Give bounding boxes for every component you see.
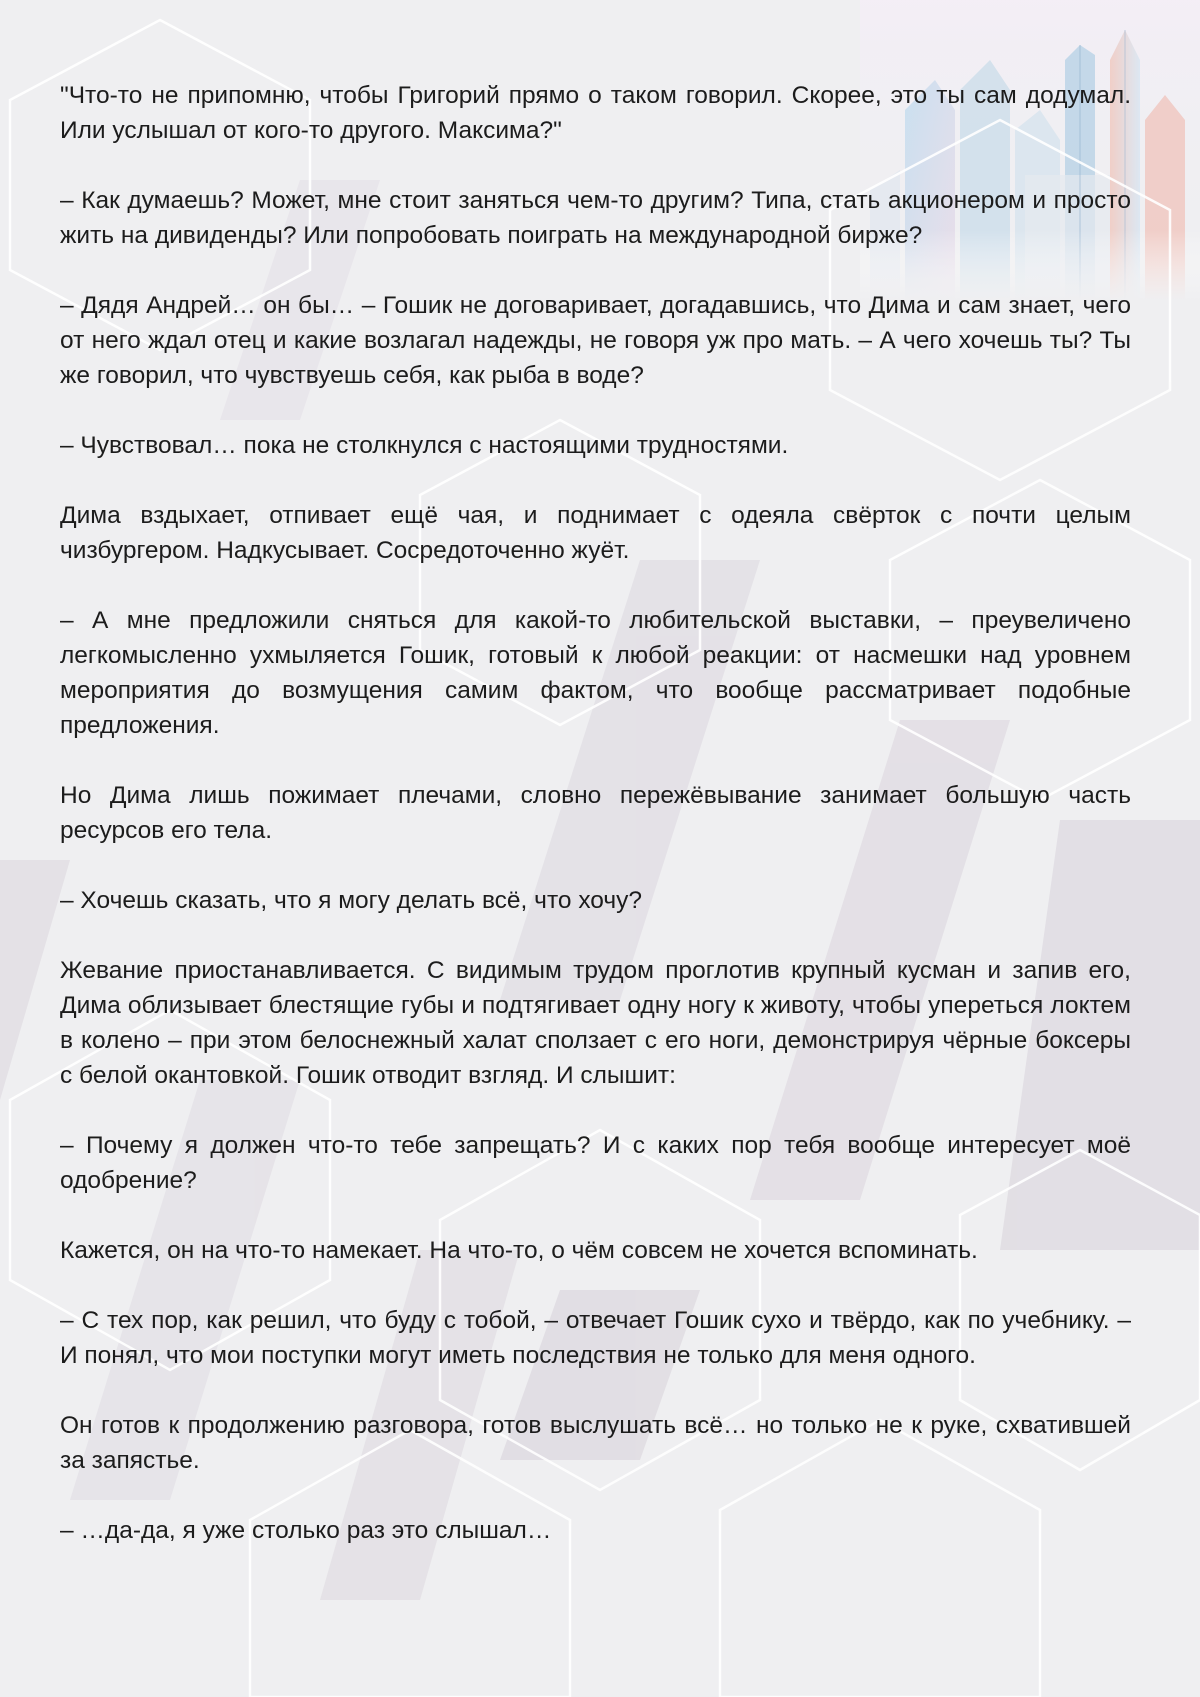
paragraph: Он готов к продолжению разговора, готов выслушать всё… но только не к руке, схватившей за запястье. [60,1412,1131,1474]
paragraph: – Почему я должен что-то тебе запрещать? И с каких пор тебя вообще интересует моё одобрение? [60,1132,1131,1194]
paragraph: – А мне предложили сняться для какой-то любительской выставки, – преувеличено легкомысленно ухмыляется Гошик, готовый к любой реакции: от насмешки над уровнем мероприятия до возмущения самим фактом, что вообще рассматривает подобные предложения. [60,607,1131,739]
paragraph: – Чувствовал… пока не столкнулся с настоящими трудностями. [60,432,789,459]
paragraph: "Что-то не припомню, чтобы Григорий прямо о таком говорил. Скорее, это ты сам додумал. Или услышал от кого-то другого. Максима?" [60,82,1131,144]
paragraph: – Хочешь сказать, что я могу делать всё, что хочу? [60,887,643,914]
paragraph: – С тех пор, как решил, что буду с тобой, – отвечает Гошик сухо и твёрдо, как по учебнику. – И понял, что мои поступки могут иметь последствия не только для меня одного. [60,1307,1131,1369]
paragraph: Кажется, он на что-то намекает. На что-то, о чём совсем не хочется вспоминать. [60,1237,978,1264]
paragraph: Но Дима лишь пожимает плечами, словно пережёвывание занимает большую часть ресурсов его тела. [60,782,1131,844]
paragraph: – …да-да, я уже столько раз это слышал… [60,1517,552,1544]
paragraph: Дима вздыхает, отпивает ещё чая, и поднимает с одеяла свёрток с почти целым чизбургером. Надкусывает. Сосредоточенно жуёт. [60,502,1131,564]
paragraph: Жевание приостанавливается. С видимым трудом проглотив крупный кусман и запив его, Дима облизывает блестящие губы и подтягивает одну ногу к животу, чтобы упереться локтем в колено – при этом белоснежный халат сползает с его ноги, демонстрируя чёрные боксеры с белой окантовкой. Гошик отводит взгляд. И слышит: [60,957,1131,1089]
document-body [60,78,1131,1583]
paragraph: – Дядя Андрей… он бы… – Гошик не договаривает, догадавшись, что Дима и сам знает, чего от него ждал отец и какие возлагал надежды, не говоря уж про мать. – А чего хочешь ты? Ты же говорил, что чувствуешь себя, как рыба в воде? [60,292,1131,389]
paragraph: – Как думаешь? Может, мне стоит заняться чем-то другим? Типа, стать акционером и просто жить на дивиденды? Или попробовать поиграть на международной бирже? [60,187,1131,249]
